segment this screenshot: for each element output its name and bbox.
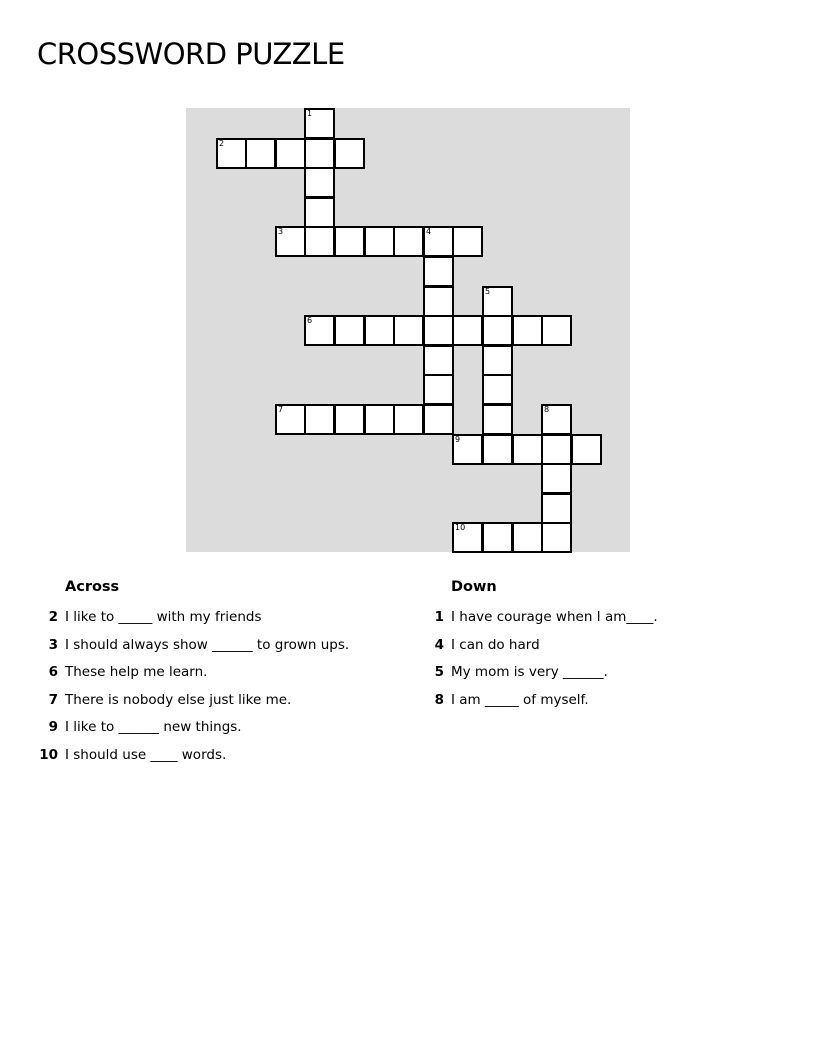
clue-item xyxy=(39,744,349,772)
grid-cell[interactable] xyxy=(304,404,335,435)
grid-cell[interactable] xyxy=(304,315,335,346)
grid-cell[interactable] xyxy=(452,434,483,465)
grid-cell[interactable] xyxy=(423,286,454,317)
clue-number: 8 xyxy=(434,691,444,708)
grid-cell[interactable] xyxy=(482,404,513,435)
clue-number: 9 xyxy=(48,719,58,736)
grid-cell[interactable] xyxy=(482,345,513,376)
grid-cell[interactable] xyxy=(541,493,572,524)
grid-cell[interactable] xyxy=(541,315,572,346)
grid-cell[interactable] xyxy=(541,463,572,494)
cell-number: 7 xyxy=(278,405,284,414)
grid-cell[interactable] xyxy=(423,256,454,287)
grid-cell[interactable] xyxy=(482,286,513,317)
grid-cell[interactable] xyxy=(364,404,395,435)
clue-number: 2 xyxy=(48,609,58,625)
cell-number: 6 xyxy=(307,316,313,325)
cell-number: 2 xyxy=(219,139,225,148)
clue-item xyxy=(434,634,658,662)
grid-cell[interactable] xyxy=(541,434,572,465)
grid-cell[interactable] xyxy=(512,522,543,553)
clue-number: 5 xyxy=(434,664,444,681)
cell-number: 5 xyxy=(485,287,491,296)
cell-number: 3 xyxy=(278,227,284,236)
clue-text: I should use ____ words. xyxy=(65,746,227,763)
grid-cell[interactable] xyxy=(423,404,454,435)
clue-item xyxy=(48,661,349,689)
grid-cell[interactable] xyxy=(423,226,454,257)
grid-cell[interactable] xyxy=(423,374,454,405)
clue-item xyxy=(434,689,658,717)
clue-text: I have courage when I am____. xyxy=(451,609,658,625)
cell-number: 8 xyxy=(544,405,550,414)
grid-cell[interactable] xyxy=(541,404,572,435)
grid-cell[interactable] xyxy=(304,138,335,169)
grid-cell[interactable] xyxy=(423,315,454,346)
clue-text: I can do hard xyxy=(451,636,540,653)
clue-text: I should always show ______ to grown ups. xyxy=(65,636,350,653)
grid-cell[interactable] xyxy=(275,138,306,169)
grid-cell[interactable] xyxy=(245,138,276,169)
clue-number: 7 xyxy=(48,691,58,708)
clue-item xyxy=(434,661,658,689)
grid-cell[interactable] xyxy=(334,226,365,257)
grid-cell[interactable] xyxy=(452,522,483,553)
down-heading: Down xyxy=(451,579,497,595)
grid-cell[interactable] xyxy=(393,404,424,435)
crossword-grid xyxy=(186,108,630,552)
grid-cell[interactable] xyxy=(482,522,513,553)
grid-cell[interactable] xyxy=(304,108,335,139)
grid-cell[interactable] xyxy=(512,434,543,465)
clue-text: I like to _____ with my friends xyxy=(65,609,262,625)
clue-item xyxy=(48,689,349,717)
page-title: CROSSWORD PUZZLE xyxy=(37,37,345,71)
clue-number: 4 xyxy=(434,636,444,653)
grid-cell[interactable] xyxy=(482,374,513,405)
clue-number: 6 xyxy=(48,664,58,681)
cell-number: 9 xyxy=(455,435,461,444)
across-clue-list xyxy=(39,606,350,772)
clue-number: 3 xyxy=(48,636,58,653)
grid-cell[interactable] xyxy=(304,226,335,257)
grid-cell[interactable] xyxy=(216,138,247,169)
grid-cell[interactable] xyxy=(393,226,424,257)
grid-cell[interactable] xyxy=(512,315,543,346)
grid-cell[interactable] xyxy=(423,345,454,376)
clue-text: I like to ______ new things. xyxy=(65,719,242,736)
grid-cell[interactable] xyxy=(334,315,365,346)
cell-number: 4 xyxy=(426,227,432,236)
grid-cell[interactable] xyxy=(452,315,483,346)
clue-number: 1 xyxy=(434,609,444,625)
grid-cell[interactable] xyxy=(275,404,306,435)
grid-cell[interactable] xyxy=(304,167,335,198)
grid-cell[interactable] xyxy=(334,138,365,169)
grid-cell[interactable] xyxy=(393,315,424,346)
clue-item xyxy=(48,716,349,744)
grid-cell[interactable] xyxy=(482,315,513,346)
grid-cell[interactable] xyxy=(275,226,306,257)
grid-cell[interactable] xyxy=(304,197,335,228)
grid-cell[interactable] xyxy=(571,434,602,465)
across-heading: Across xyxy=(65,579,120,595)
clue-text: I am _____ of myself. xyxy=(451,691,589,708)
clue-text: There is nobody else just like me. xyxy=(65,691,292,708)
grid-cell[interactable] xyxy=(541,522,572,553)
clue-item xyxy=(48,606,349,634)
clue-number: 10 xyxy=(39,746,58,763)
grid-cell[interactable] xyxy=(334,404,365,435)
clue-item xyxy=(434,606,658,634)
grid-cell[interactable] xyxy=(364,226,395,257)
down-clue-list xyxy=(434,606,658,716)
clue-text: These help me learn. xyxy=(65,664,208,681)
clue-text: My mom is very ______. xyxy=(451,664,608,681)
grid-cell[interactable] xyxy=(364,315,395,346)
cell-number: 10 xyxy=(455,523,466,532)
cell-number: 1 xyxy=(307,109,313,118)
grid-cell[interactable] xyxy=(452,226,483,257)
grid-cell[interactable] xyxy=(482,434,513,465)
clue-item xyxy=(48,634,350,662)
